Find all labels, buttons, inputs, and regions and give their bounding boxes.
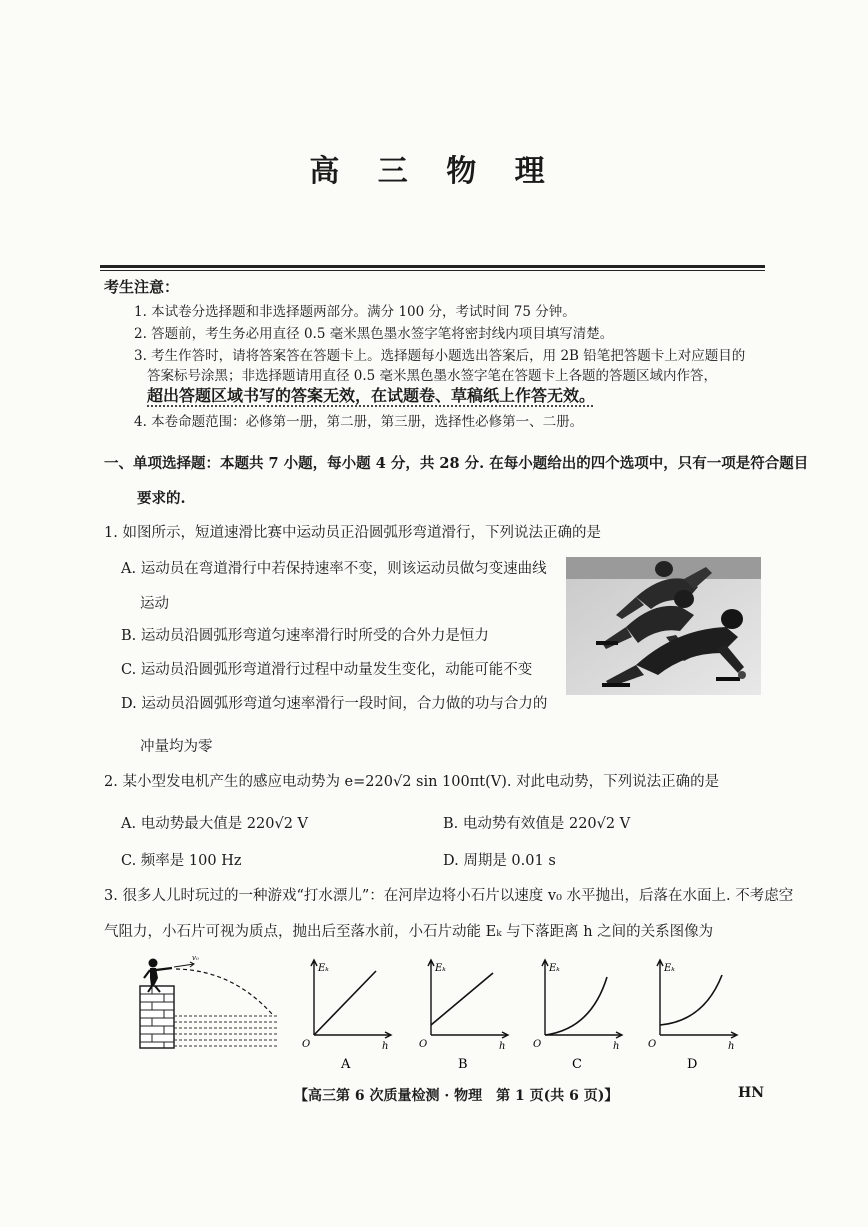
- graph-d-origin: O: [648, 1039, 657, 1050]
- graph-c-origin: O: [533, 1039, 542, 1050]
- graph-c: [527, 955, 627, 1073]
- q1-option-a: A. 运动员在弯道滑行中若保持速率不变，则该运动员做匀变速曲线: [121, 561, 547, 577]
- svg-text:v₀: v₀: [192, 954, 199, 962]
- footer-code: HN: [738, 1085, 765, 1101]
- section-heading: 一、单项选择题：本题共 7 小题，每小题 4 分，共 28 分. 在每小题给出的四个选项中，只有一项是符合题目: [104, 455, 809, 472]
- q3-stem-cont: 气阻力，小石片可视为质点，抛出后至落水前，小石片动能 Eₖ 与下落距离 h 之间的关系图像为: [104, 924, 714, 940]
- graph-a-x-label: h: [382, 1041, 389, 1052]
- section-heading-cont: 要求的.: [137, 490, 186, 507]
- page-title: 高 三 物 理: [309, 154, 559, 189]
- q2-stem: 2. 某小型发电机产生的感应电动势为 e=220√2 sin 100πt(V). 对此电动势，下列说法正确的是: [104, 774, 720, 790]
- q1-option-d: D. 运动员沿圆弧形弯道匀速率滑行一段时间，合力做的功与合力的: [121, 696, 548, 712]
- graph-b-origin: O: [419, 1039, 428, 1050]
- q2-option-a: A. 电动势最大值是 220√2 V: [121, 816, 309, 832]
- graph-d-x-label: h: [728, 1041, 735, 1052]
- notice-item-3-cont: 答案标号涂黑；非选择题请用直径 0.5 毫米黑色墨水签字笔在答题卡上各题的答题区域内作答，: [147, 368, 718, 384]
- q1-option-b: B. 运动员沿圆弧形弯道匀速率滑行时所受的合外力是恒力: [121, 628, 489, 644]
- q1-stem: 1. 如图所示，短道速滑比赛中运动员正沿圆弧形弯道滑行，下列说法正确的是: [104, 525, 601, 541]
- notice-item-3-emphasis: 超出答题区域书写的答案无效，在试题卷、草稿纸上作答无效。: [147, 386, 596, 405]
- graph-c-label: C: [572, 1057, 582, 1072]
- header-rule-thick: [100, 265, 765, 268]
- q1-option-c: C. 运动员沿圆弧形弯道滑行过程中动量发生变化，动能可能不变: [121, 662, 533, 678]
- q1-option-d-cont: 冲量均为零: [140, 739, 213, 755]
- notice-heading: 考生注意：: [104, 278, 180, 296]
- graph-d-label: D: [687, 1057, 698, 1072]
- q1-option-a-cont: 运动: [140, 596, 169, 612]
- graph-a: [296, 955, 396, 1073]
- graph-a-origin: O: [302, 1039, 311, 1050]
- graph-b: [413, 955, 513, 1073]
- graph-b-x-label: h: [499, 1041, 506, 1052]
- page-footer: 【高三第 6 次质量检测 · 物理 第 1 页(共 6 页)】: [294, 1088, 619, 1104]
- q2-option-d: D. 周期是 0.01 s: [443, 853, 556, 869]
- graph-d: [642, 955, 742, 1073]
- notice-item-3: 3. 考生作答时，请将答案答在答题卡上。选择题每小题选出答案后，用 2B 铅笔把答题卡上对应题目的: [134, 348, 746, 364]
- q2-option-c: C. 频率是 100 Hz: [121, 853, 242, 869]
- graph-c-x-label: h: [613, 1041, 620, 1052]
- graph-b-label: B: [458, 1057, 468, 1072]
- speed-skating-photo: [566, 557, 761, 695]
- stone-skipping-figure: [132, 952, 282, 1052]
- q2-option-b: B. 电动势有效值是 220√2 V: [443, 816, 631, 832]
- graph-a-y-label: Eₖ: [318, 963, 329, 974]
- q3-stem: 3. 很多人儿时玩过的一种游戏“打水漂儿”：在河岸边将小石片以速度 v₀ 水平抛出，后落在水面上. 不考虑空: [104, 888, 794, 904]
- graph-a-label: A: [341, 1057, 351, 1072]
- notice-item-4: 4. 本卷命题范围：必修第一册，第二册，第三册，选择性必修第一、二册。: [134, 414, 584, 430]
- notice-item-1: 1. 本试卷分选择题和非选择题两部分。满分 100 分，考试时间 75 分钟。: [134, 304, 576, 320]
- graph-d-y-label: Eₖ: [664, 963, 675, 974]
- graph-b-y-label: Eₖ: [435, 963, 446, 974]
- graph-c-y-label: Eₖ: [549, 963, 560, 974]
- header-rule-thin: [100, 270, 765, 271]
- notice-item-2: 2. 答题前，考生务必用直径 0.5 毫米黑色墨水签字笔将密封线内项目填写清楚。: [134, 326, 614, 342]
